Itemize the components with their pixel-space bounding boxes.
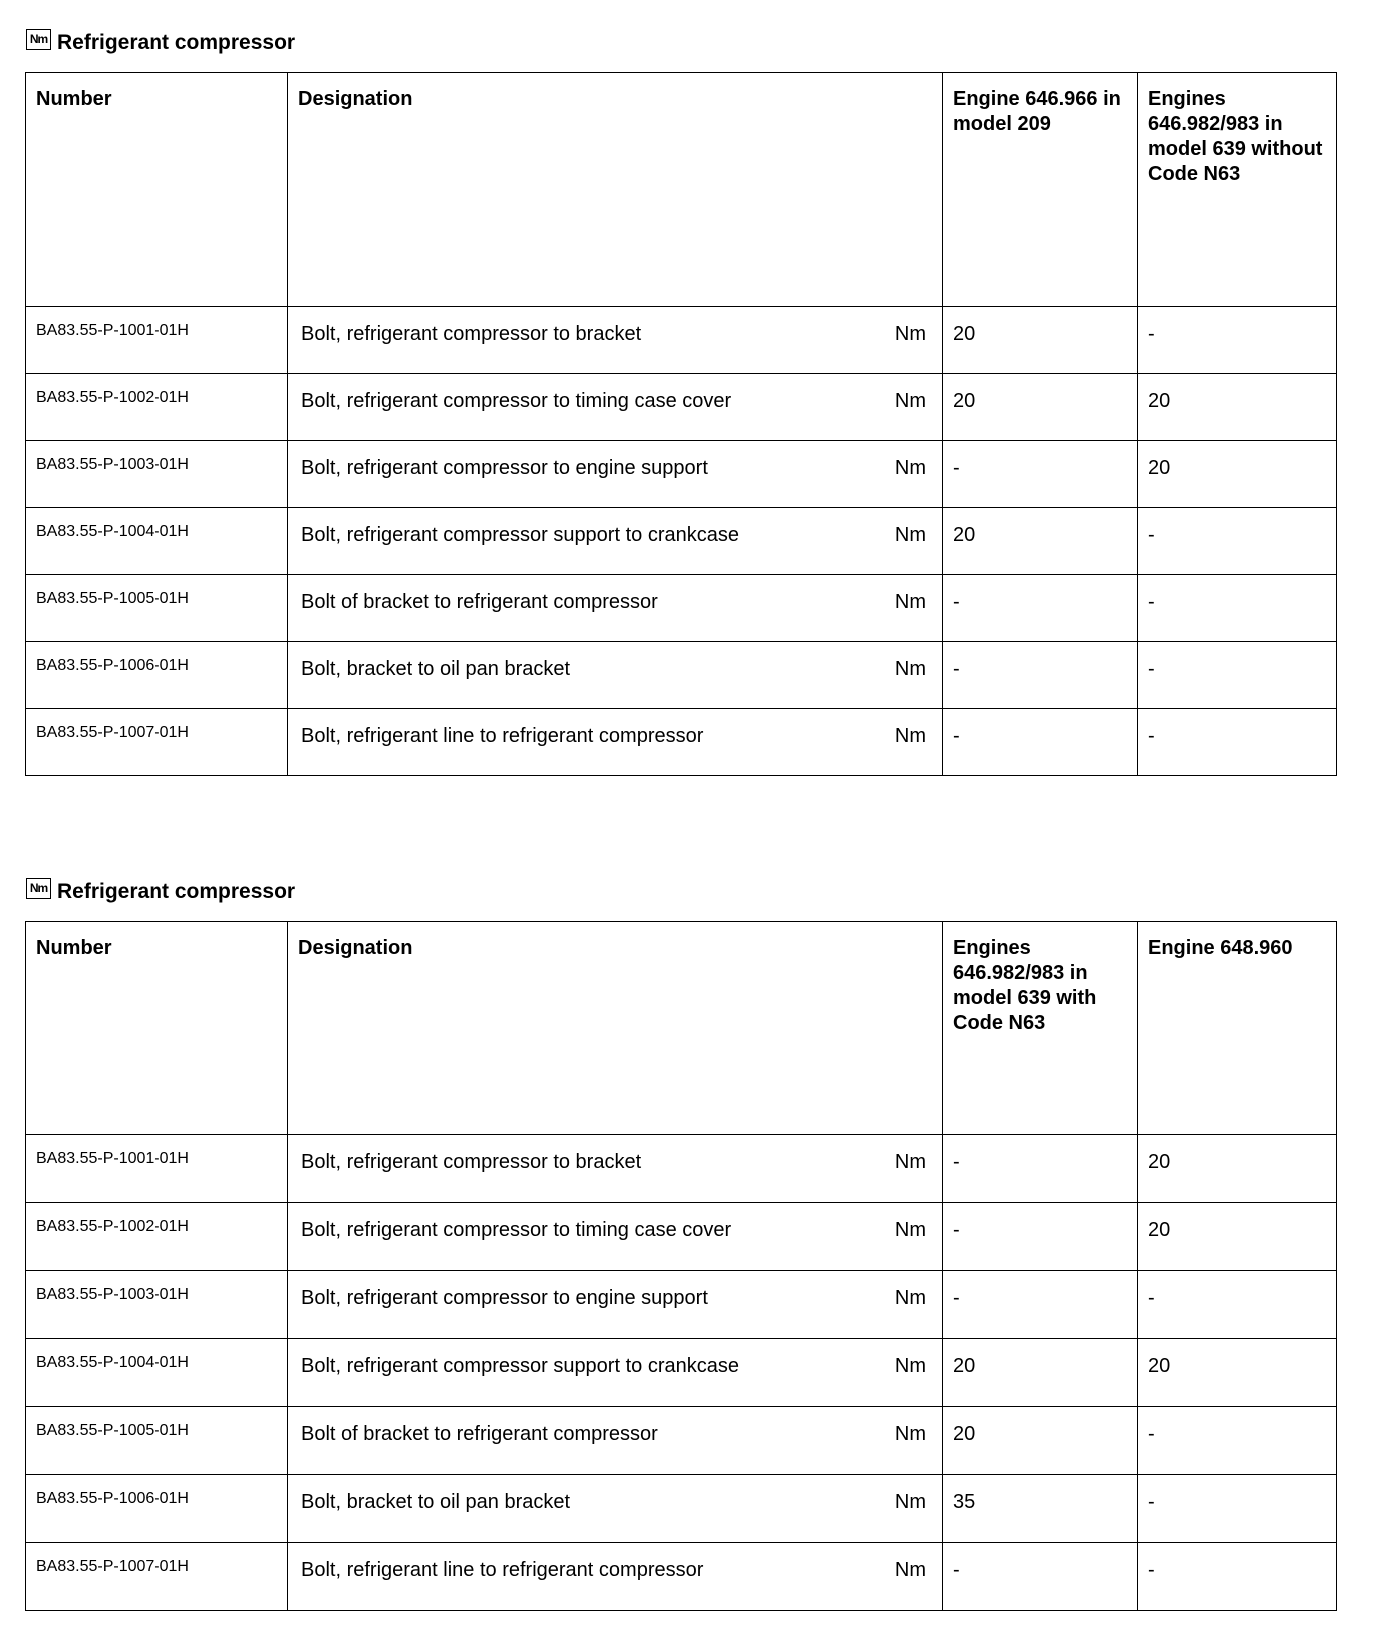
header-number: Number: [36, 88, 112, 110]
row-unit: Nm: [894, 1559, 926, 1581]
row-col2-value: 20: [1148, 1355, 1171, 1377]
row-number: BA83.55-P-1006-01H: [36, 1490, 189, 1507]
row-designation: Bolt, refrigerant compressor support to crankcase: [301, 524, 739, 546]
row-designation: Bolt, refrigerant compressor to engine support: [301, 457, 708, 479]
row-unit: Nm: [894, 390, 926, 412]
row-col1-value: -: [953, 457, 960, 479]
row-col2-value: -: [1148, 1491, 1155, 1513]
row-col2-value: -: [1148, 1423, 1155, 1445]
row-number: BA83.55-P-1001-01H: [36, 1150, 189, 1167]
row-number: BA83.55-P-1007-01H: [36, 724, 189, 741]
row-col2-value: -: [1148, 323, 1155, 345]
row-unit: Nm: [894, 1355, 926, 1377]
table-row: [26, 441, 1337, 508]
table-row: [26, 1475, 1337, 1543]
row-unit: Nm: [894, 1287, 926, 1309]
row-designation: Bolt, refrigerant compressor to timing case cover: [301, 1219, 732, 1241]
table-row: [26, 374, 1337, 441]
table-row: [26, 1203, 1337, 1271]
row-col1-value: -: [953, 1559, 960, 1581]
table-row: [26, 1543, 1337, 1611]
row-unit: Nm: [894, 457, 926, 479]
row-designation: Bolt, bracket to oil pan bracket: [301, 1491, 571, 1513]
row-number: BA83.55-P-1006-01H: [36, 657, 189, 674]
row-col1-value: 20: [953, 524, 976, 546]
header-col2: Engines 646.982/983 in model 639 without Code N63: [1148, 88, 1323, 185]
row-col1-value: -: [953, 658, 960, 680]
row-number: BA83.55-P-1007-01H: [36, 1558, 189, 1575]
header-designation: Designation: [298, 937, 413, 959]
row-number: BA83.55-P-1005-01H: [36, 1422, 189, 1439]
row-unit: Nm: [894, 591, 926, 613]
row-col2-value: -: [1148, 524, 1155, 546]
torque-nm-icon: Nm: [26, 29, 51, 50]
row-designation: Bolt, refrigerant line to refrigerant compressor: [301, 1559, 704, 1581]
row-designation: Bolt, refrigerant compressor to bracket: [301, 323, 642, 345]
table-row: [26, 508, 1337, 575]
torque-table: [25, 921, 1337, 1611]
header-designation: Designation: [298, 88, 413, 110]
row-col2-value: 20: [1148, 457, 1171, 479]
section-title: [26, 877, 295, 907]
row-designation: Bolt, refrigerant compressor to timing case cover: [301, 390, 732, 412]
header-col1: Engine 646.966 in model 209: [953, 88, 1121, 135]
row-col1-value: 20: [953, 390, 976, 412]
row-number: BA83.55-P-1004-01H: [36, 523, 189, 540]
row-col1-value: 20: [953, 1423, 976, 1445]
table-row: [26, 1271, 1337, 1339]
row-designation: Bolt, refrigerant compressor support to crankcase: [301, 1355, 739, 1377]
row-unit: Nm: [894, 524, 926, 546]
row-unit: Nm: [894, 1151, 926, 1173]
table-row: [26, 575, 1337, 642]
row-col2-value: 20: [1148, 1219, 1171, 1241]
row-col2-value: -: [1148, 658, 1155, 680]
row-number: BA83.55-P-1005-01H: [36, 590, 189, 607]
row-designation: Bolt, refrigerant compressor to engine support: [301, 1287, 708, 1309]
row-unit: Nm: [894, 1423, 926, 1445]
row-designation: Bolt, refrigerant line to refrigerant compressor: [301, 725, 704, 747]
header-number: Number: [36, 937, 112, 959]
row-col2-value: -: [1148, 725, 1155, 747]
row-col1-value: -: [953, 725, 960, 747]
row-col2-value: 20: [1148, 1151, 1171, 1173]
torque-table: [25, 72, 1337, 776]
table-row: [26, 709, 1337, 776]
row-designation: Bolt, refrigerant compressor to bracket: [301, 1151, 642, 1173]
row-col1-value: -: [953, 1151, 960, 1173]
row-designation: Bolt of bracket to refrigerant compressor: [301, 591, 658, 613]
table-row: [26, 307, 1337, 374]
header-col2: Engine 648.960: [1148, 937, 1293, 959]
row-col1-value: 20: [953, 1355, 976, 1377]
row-unit: Nm: [894, 1491, 926, 1513]
row-unit: Nm: [894, 323, 926, 345]
row-col1-value: -: [953, 591, 960, 613]
section-title-text: Refrigerant compressor: [57, 880, 296, 903]
row-col1-value: 20: [953, 323, 976, 345]
table-row: [26, 1339, 1337, 1407]
row-number: BA83.55-P-1001-01H: [36, 322, 189, 339]
table-row: [26, 642, 1337, 709]
row-col2-value: -: [1148, 591, 1155, 613]
row-designation: Bolt of bracket to refrigerant compressor: [301, 1423, 658, 1445]
row-number: BA83.55-P-1002-01H: [36, 389, 189, 406]
table-header-row: [26, 922, 1337, 1135]
row-col1-value: -: [953, 1287, 960, 1309]
row-col2-value: 20: [1148, 390, 1171, 412]
row-number: BA83.55-P-1002-01H: [36, 1218, 189, 1235]
torque-nm-icon: Nm: [26, 878, 51, 899]
header-col1: Engines 646.982/983 in model 639 with Code N63: [953, 937, 1097, 1034]
table-row: [26, 1135, 1337, 1203]
row-col2-value: -: [1148, 1559, 1155, 1581]
row-designation: Bolt, bracket to oil pan bracket: [301, 658, 571, 680]
row-col1-value: 35: [953, 1491, 976, 1513]
table-row: [26, 1407, 1337, 1475]
row-number: BA83.55-P-1003-01H: [36, 456, 189, 473]
table-header-row: [26, 73, 1337, 307]
section-title-text: Refrigerant compressor: [57, 31, 296, 54]
row-unit: Nm: [894, 658, 926, 680]
row-unit: Nm: [894, 725, 926, 747]
row-number: BA83.55-P-1003-01H: [36, 1286, 189, 1303]
row-col1-value: -: [953, 1219, 960, 1241]
section-title: [26, 28, 295, 58]
row-col2-value: -: [1148, 1287, 1155, 1309]
row-unit: Nm: [894, 1219, 926, 1241]
row-number: BA83.55-P-1004-01H: [36, 1354, 189, 1371]
